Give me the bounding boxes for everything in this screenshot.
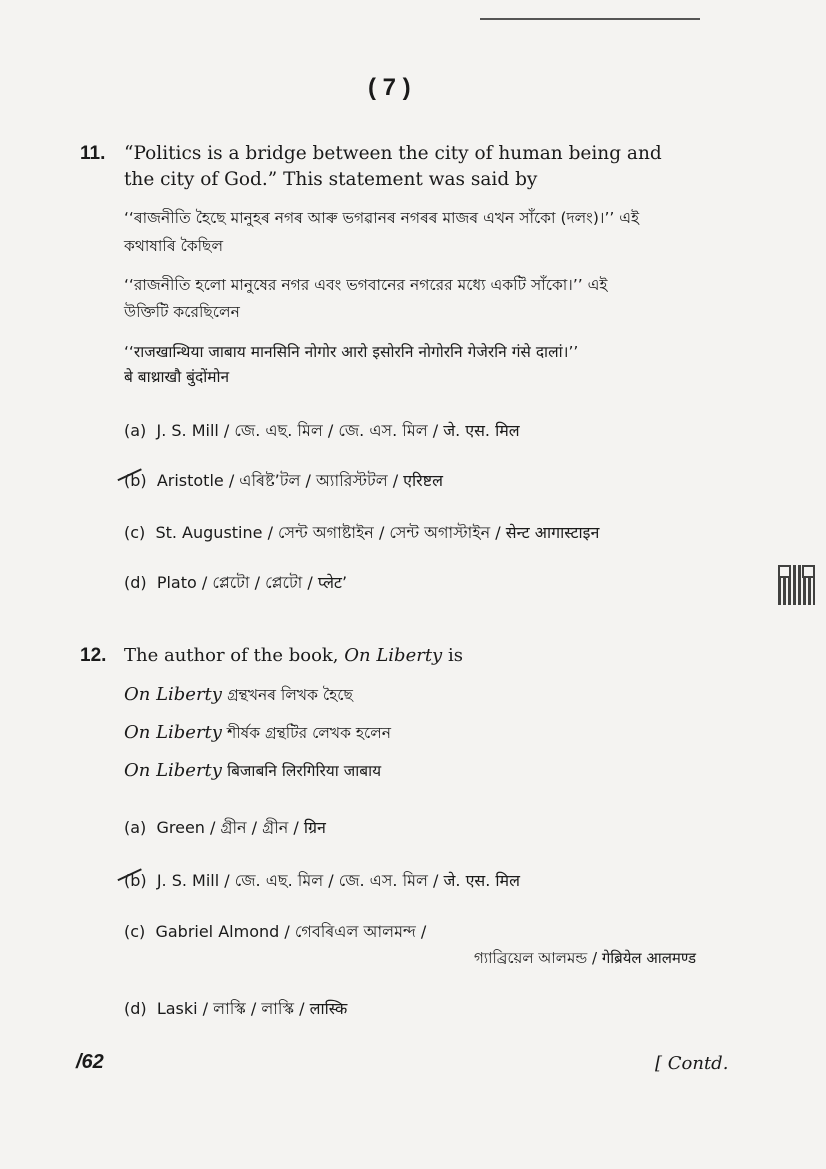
q12-bodo (124, 759, 381, 781)
paper-code: /62 (76, 1051, 104, 1073)
option-text: St. Augustine / সেন্ট অগাষ্টাইন / সেন্ট অগাস্টাইন / सेन्ट आगास्टाइन (155, 523, 600, 542)
q11-option-c (124, 520, 599, 547)
q12-assamese (124, 683, 353, 709)
option-text: Laski / লাস্কি / লাস্কি / लास्कि (156, 999, 348, 1018)
q11-english-line2: the city of God.” This statement was said by (124, 169, 538, 190)
question-number-12: 12. (80, 645, 107, 666)
option-label (124, 471, 147, 490)
option-text: Aristotle / এৰিষ্ট’টল / অ্যারিস্টটল / एरिष्टल (156, 471, 443, 490)
q12-bengali (124, 721, 391, 747)
q11-bodo-line1: ‘‘राजखान्थिया जाबाय मानसिनि नोगोर आरो इसोरनि नोगोरनि गेजेरनि गंसे दालां।’’ (124, 343, 579, 361)
option-label: (d) (124, 573, 147, 592)
continued-label: [ Contd. (655, 1053, 729, 1074)
option-text: Gabriel Almond / গেবৰিএল আলমন্দ / (155, 922, 427, 941)
q12-english-suffix: is (442, 645, 463, 666)
option-label: (a) (124, 818, 147, 837)
option-label-text: (b) (124, 471, 147, 490)
option-text: J. S. Mill / জে. এছ. মিল / জে. এস. মিল / जे. एस. मिल (156, 421, 520, 440)
option-label (124, 871, 147, 890)
q12-bodo-text: बिजाबनि लिरगिरिया जाबाय (227, 762, 382, 780)
scan-edge-line (480, 18, 700, 20)
q11-option-d (124, 570, 347, 597)
q12-english-text: The author of the book, (124, 645, 345, 666)
q12-option-a (124, 815, 326, 842)
book-title: On Liberty (124, 722, 222, 743)
question-number-11: 11. (80, 143, 106, 164)
q11-assamese-line1: ‘‘ৰাজনীতি হৈছে মানুহৰ নগৰ আৰু ভগৱানৰ নগৰৰ মাজৰ এখন সাঁকো (দলং)।’’ এই (124, 209, 640, 227)
book-title: On Liberty (344, 645, 443, 666)
qr-code (778, 565, 815, 605)
q12-option-c-continued: গ্যাব্রিয়েল আলমন্ড / गेब्रियेल आलमण्ड (473, 949, 696, 967)
q12-option-c (124, 919, 426, 946)
q12-english (124, 645, 463, 666)
option-label: (c) (124, 523, 146, 542)
q12-bengali-text: শীর্ষক গ্রন্থটির লেখক হলেন (227, 724, 392, 742)
q11-option-a (124, 418, 520, 445)
option-text: Green / গ্ৰীন / গ্রীন / ग्रिन (156, 818, 326, 837)
option-label: (c) (124, 922, 146, 941)
q11-bengali-line1: ‘‘রাজনীতি হলো মানুষের নগর এবং ভগবানের নগরের মধ্যে একটি সাঁকো।’’ এই (124, 276, 608, 294)
q12-option-b (124, 868, 520, 895)
book-title: On Liberty (124, 684, 222, 705)
option-label: (a) (124, 421, 147, 440)
option-text: J. S. Mill / জে. এছ. মিল / জে. এস. মিল / जे. एस. मिल (156, 871, 520, 890)
q11-assamese-line2: কথাষাৰি কৈছিল (124, 237, 223, 255)
option-text: Plato / প্লেটো / প্লেটো / प्लेट’ (156, 573, 348, 592)
q11-option-b (124, 468, 443, 495)
q11-bengali-line2: উক্তিটি করেছিলেন (124, 303, 240, 321)
q12-assamese-text: গ্ৰন্থখনৰ লিখক হৈছে (227, 686, 353, 704)
q12-option-d (124, 996, 347, 1023)
q11-bodo-line2: बे बाथ्राखौ बुंदोंमोन (124, 368, 230, 386)
book-title: On Liberty (124, 760, 222, 781)
q11-english-line1: “Politics is a bridge between the city of human being and (124, 143, 662, 164)
page-number: ( 7 ) (368, 74, 411, 101)
option-label: (d) (124, 999, 147, 1018)
option-label-text: (b) (124, 871, 147, 890)
